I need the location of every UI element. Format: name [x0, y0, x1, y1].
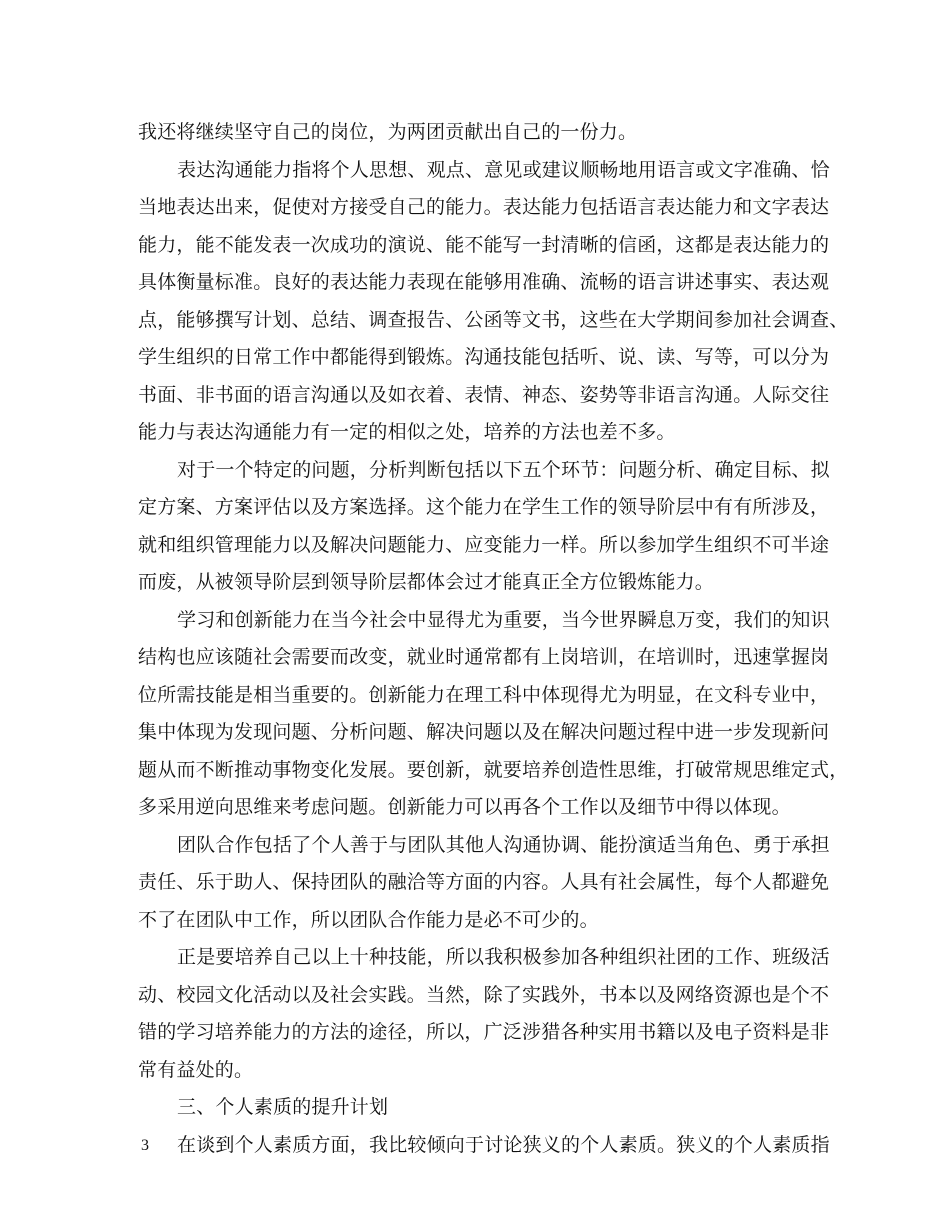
text-line: 能力，能不能发表一次成功的演说、能不能写一封清晰的信函，这都是表达能力的: [138, 233, 830, 256]
text-line: 责任、乐于助人、保持团队的融洽等方面的内容。人具有社会属性，每个人都避免: [138, 871, 830, 893]
paragraph-start-line: 表达沟通能力指将个人思想、观点、意见或建议顺畅地用语言或文字准确、恰: [177, 158, 830, 181]
text-line: 书面、非书面的语言沟通以及如衣着、表情、神态、姿势等非语言沟通。人际交往: [138, 383, 830, 406]
text-line: 点，能够撰写计划、总结、调查报告、公函等文书，这些在大学期间参加社会调查、: [138, 308, 849, 331]
text-line: 多采用逆向思维来考虑问题。创新能力可以再各个工作以及细节中得以体现。: [138, 796, 791, 818]
text-line: 不了在团队中工作，所以团队合作能力是必不可少的。: [138, 908, 599, 931]
document-body: [138, 114, 849, 1164]
text-line: 位所需技能是相当重要的。创新能力在理工科中体现得尤为明显，在文科专业中，: [138, 683, 830, 706]
text-line: 集中体现为发现问题、分析问题、解决问题以及在解决问题过程中进一步发现新问: [138, 721, 830, 743]
paragraph-start-line: 团队合作包括了个人善于与团队其他人沟通协调、能扮演适当角色、勇于承担: [177, 833, 830, 856]
text-line: 而废，从被领导阶层到领导阶层都体会过才能真正全方位锻炼能力。: [138, 571, 715, 593]
text-line: 结构也应该随社会需要而改变，就业时通常都有上岗培训，在培训时，迅速掌握岗: [138, 646, 830, 668]
text-line: 具体衡量标准。良好的表达能力表现在能够用准确、流畅的语言讲述事实、表达观: [138, 271, 830, 293]
text-line: 题从而不断推动事物变化发展。要创新，就要培养创造性思维，打破常规思维定式，: [138, 758, 849, 781]
paragraph-start-line: 在谈到个人素质方面，我比较倾向于讨论狭义的个人素质。狭义的个人素质指: [177, 1133, 830, 1156]
text-line: 常有益处的。: [138, 1058, 254, 1081]
text-line: 定方案、方案评估以及方案选择。这个能力在学生工作的领导阶层中有有所涉及，: [138, 496, 830, 518]
text-line: 学生组织的日常工作中都能得到锻炼。沟通技能包括听、说、读、写等，可以分为: [138, 346, 830, 368]
page-number: 3: [141, 1137, 149, 1154]
paragraph-start-line: 学习和创新能力在当今社会中显得尤为重要，当今世界瞬息万变，我们的知识: [177, 608, 830, 631]
section-heading: 三、个人素质的提升计划: [177, 1096, 389, 1118]
paragraph-start-line: 正是要培养自己以上十种技能，所以我积极参加各种组织社团的工作、班级活: [177, 946, 830, 968]
text-line: 动、校园文化活动以及社会实践。当然，除了实践外，书本以及网络资源也是个不: [138, 983, 830, 1006]
text-line: 当地表达出来，促使对方接受自己的能力。表达能力包括语言表达能力和文字表达: [138, 196, 830, 218]
text-line: 我还将继续坚守自己的岗位，为两团贡献出自己的一份力。: [138, 121, 638, 143]
text-line: 能力与表达沟通能力有一定的相似之处，培养的方法也差不多。: [138, 421, 676, 443]
text-line: 错的学习培养能力的方法的途径，所以，广泛涉猎各种实用书籍以及电子资料是非: [138, 1021, 830, 1043]
paragraph-start-line: 对于一个特定的问题，分析判断包括以下五个环节：问题分析、确定目标、拟: [177, 458, 830, 481]
text-line: 就和组织管理能力以及解决问题能力、应变能力一样。所以参加学生组织不可半途: [138, 533, 830, 556]
